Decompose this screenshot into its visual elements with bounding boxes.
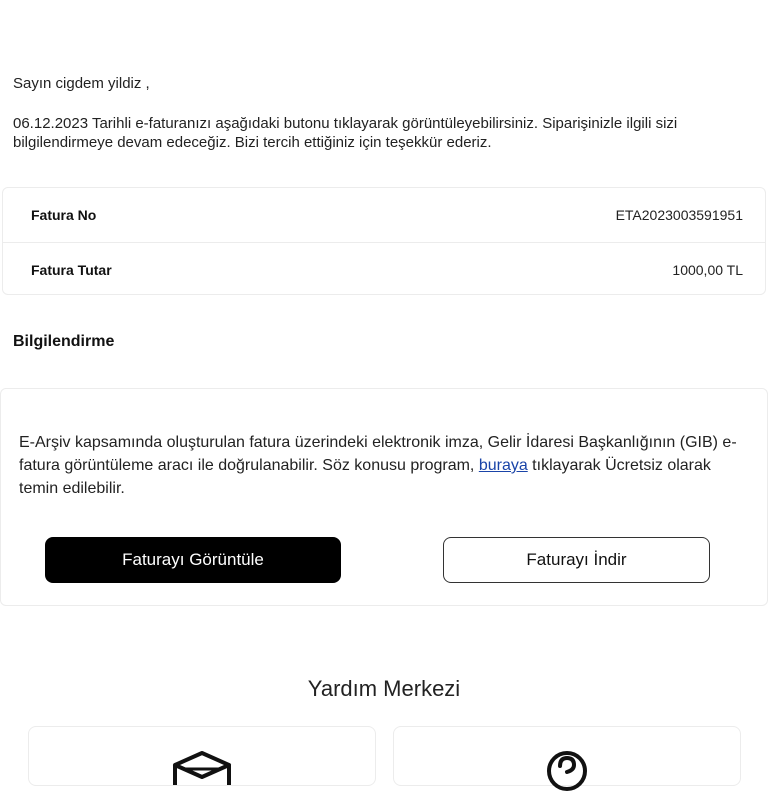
invoice-details-card [2,187,766,295]
question-circle-icon [545,749,589,798]
invoice-number-row [3,188,765,242]
invoice-amount-row [3,242,765,296]
cut-off-header [0,0,768,9]
gib-download-link[interactable]: buraya [478,457,528,474]
info-paragraph [19,431,749,500]
invoice-amount-value: 1000,00 TL [672,261,743,278]
greeting-text: Sayın cigdem yildiz , [13,75,150,92]
invoice-number-value: ETA2023003591951 [615,207,743,223]
info-card [0,388,768,606]
intro-paragraph: 06.12.2023 Tarihli e-faturanızı aşağıdaki butonu tıklayarak görüntüleyebilirsiniz. Siparişinizle ilgili sizi bilgilendirmeye devam edeceğiz. Bizi tercih ettiğiniz için teşekkür ederiz. [13,115,678,151]
info-section-title: Bilgilendirme [13,333,115,350]
help-card-faq[interactable] [393,726,741,786]
help-card-orders[interactable] [28,726,376,786]
invoice-number-label: Fatura No [31,207,97,223]
info-text-before: E-Arşiv kapsamında oluşturulan fatura üzerindeki elektronik imza, Gelir İdaresi Başkanlığının (GIB) e-fatura görüntüleme aracı ile doğrulanabilir. Söz konusu program, [19,434,737,474]
help-center-title: Yardım Merkezi [307,676,461,701]
download-invoice-button[interactable]: Faturayı İndir [443,537,710,583]
box-icon [171,749,233,794]
view-invoice-button[interactable]: Faturayı Görüntüle [45,537,341,583]
invoice-amount-label: Fatura Tutar [31,261,112,278]
info-text-after: tıklayarak Ücretsiz olarak temin edilebilir. [19,457,711,497]
